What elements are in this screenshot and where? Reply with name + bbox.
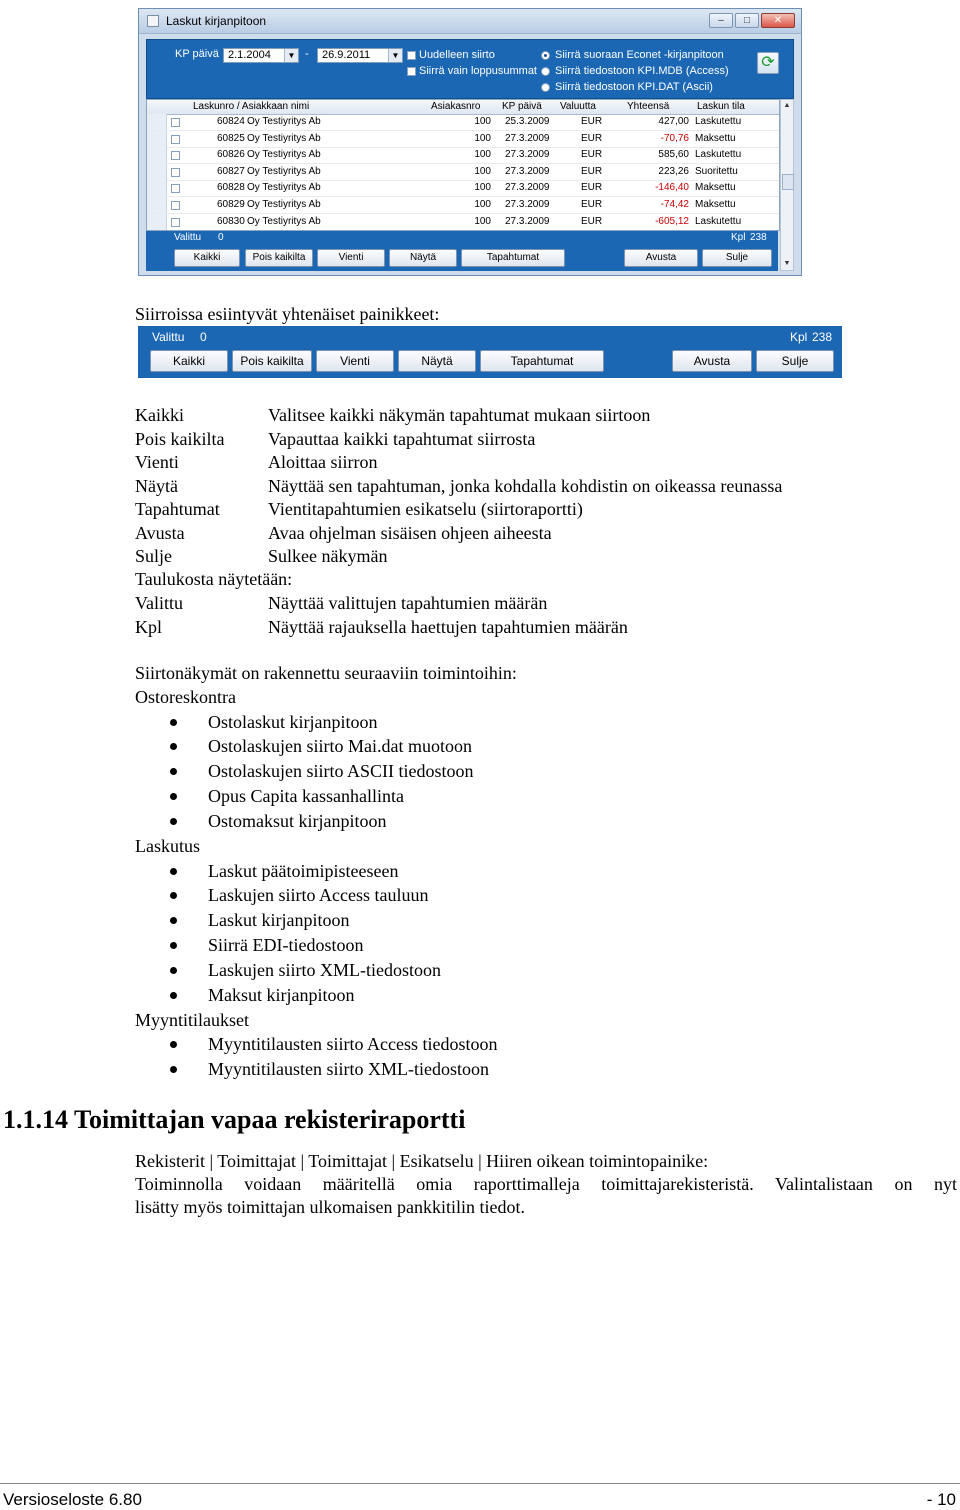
cell-nimi: Oy Testiyritys Ab bbox=[247, 116, 321, 127]
footer-version: Versioseloste 6.80 bbox=[3, 1490, 142, 1509]
cell-yhteensa: 223,26 bbox=[658, 165, 689, 177]
list-item: Myyntitilausten siirto XML-tiedostoon bbox=[208, 1059, 489, 1080]
column-header[interactable]: Asiakasnro bbox=[431, 101, 481, 112]
column-header[interactable]: Laskun tila bbox=[697, 101, 745, 112]
date-from-combo[interactable] bbox=[223, 48, 299, 63]
nayta-button[interactable]: Näytä bbox=[398, 350, 476, 372]
table-header bbox=[147, 100, 779, 115]
sulje-button[interactable]: Sulje bbox=[702, 249, 772, 267]
cell-valuutta: EUR bbox=[581, 132, 603, 144]
list-item: Myyntitilausten siirto Access tiedostoon bbox=[208, 1034, 498, 1055]
cell-valuutta: EUR bbox=[581, 165, 603, 177]
cell-nro: 60825 bbox=[217, 132, 245, 144]
econet-radio[interactable] bbox=[541, 51, 550, 60]
definition-term: Vienti bbox=[135, 452, 179, 472]
vertical-scrollbar[interactable] bbox=[780, 99, 794, 271]
list-item: Ostolaskut kirjanpitoon bbox=[208, 711, 378, 732]
bullet-icon bbox=[170, 868, 177, 875]
cell-asiakasnro: 100 bbox=[474, 132, 491, 144]
date-to-combo[interactable] bbox=[317, 48, 403, 63]
row-selector[interactable] bbox=[147, 114, 167, 130]
uudelleen-checkbox[interactable] bbox=[407, 51, 416, 60]
row-selector[interactable] bbox=[147, 164, 167, 180]
cell-yhteensa: -74,42 bbox=[660, 199, 689, 210]
cell-asiakasnro: 100 bbox=[474, 182, 491, 194]
column-header[interactable]: Yhteensä bbox=[627, 101, 670, 112]
cell-asiakasnro: 100 bbox=[474, 199, 491, 210]
scroll-thumb[interactable] bbox=[782, 174, 794, 190]
definition-description: Vientitapahtumien esikatselu (siirtoraportti) bbox=[268, 499, 583, 519]
bullet-icon bbox=[170, 768, 177, 775]
invoice-table bbox=[146, 99, 780, 231]
cell-nro: 60827 bbox=[217, 165, 245, 177]
definition-description: Vapauttaa kaikki tapahtumat siirrosta bbox=[268, 428, 536, 449]
footer-page-number: - 10 bbox=[926, 1490, 956, 1509]
footer-divider bbox=[0, 1483, 960, 1484]
siirtonakymat-text: Siirtonäkymät on rakennettu seuraaviin toimintoihin: bbox=[135, 663, 517, 683]
cell-paiva: 27.3.2009 bbox=[505, 199, 550, 210]
close-icon[interactable]: ✕ bbox=[761, 13, 795, 28]
table-row[interactable] bbox=[147, 180, 779, 197]
cell-nimi: Oy Testiyritys Ab bbox=[247, 199, 321, 210]
kpl-value: 238 bbox=[750, 232, 767, 243]
cell-nro: 60829 bbox=[217, 199, 245, 210]
row-checkbox[interactable] bbox=[171, 184, 180, 193]
cell-paiva: 27.3.2009 bbox=[505, 132, 550, 144]
table-row[interactable] bbox=[147, 164, 779, 181]
cell-yhteensa: 585,60 bbox=[658, 149, 689, 161]
pois-kaikilta-button[interactable]: Pois kaikilta bbox=[245, 249, 313, 267]
cell-paiva: 27.3.2009 bbox=[505, 165, 550, 177]
definition-description: Näyttää rajauksella haettujen tapahtumien määrän bbox=[268, 616, 628, 637]
app-icon bbox=[147, 15, 159, 27]
refresh-icon[interactable]: ⟳ bbox=[757, 52, 779, 74]
window-title: Laskut kirjanpitoon bbox=[166, 14, 267, 28]
bullet-icon bbox=[170, 1066, 177, 1073]
cell-tila: Laskutettu bbox=[695, 149, 742, 161]
row-selector[interactable] bbox=[147, 131, 167, 147]
cell-asiakasnro: 100 bbox=[474, 165, 491, 177]
avusta-button[interactable]: Avusta bbox=[672, 350, 752, 372]
column-header[interactable]: Valuutta bbox=[560, 101, 596, 112]
scroll-up-icon[interactable]: ▲ bbox=[783, 102, 791, 109]
status-bar bbox=[146, 231, 778, 245]
tapahtumat-button[interactable]: Tapahtumat bbox=[461, 249, 565, 267]
cell-paiva: 25.3.2009 bbox=[505, 116, 550, 127]
row-checkbox[interactable] bbox=[171, 151, 180, 160]
group-title: Myyntitilaukset bbox=[135, 1009, 249, 1030]
scroll-down-icon[interactable]: ▼ bbox=[783, 260, 791, 267]
list-item: Ostolaskujen siirto ASCII tiedostoon bbox=[208, 761, 474, 782]
group-title: Laskutus bbox=[135, 836, 200, 856]
cell-tila: Maksettu bbox=[695, 182, 736, 194]
section-heading: 1.1.14 Toimittajan vapaa rekisteriraportti bbox=[3, 1105, 466, 1134]
kpl-label: Kpl bbox=[790, 330, 808, 344]
uudelleen-label: Uudelleen siirto bbox=[419, 49, 495, 61]
econet-radio-label: Siirrä suoraan Econet -kirjanpitoon bbox=[555, 49, 724, 61]
cell-nimi: Oy Testiyritys Ab bbox=[247, 182, 321, 194]
date-to-value: 26.9.2011 bbox=[322, 49, 371, 61]
list-item: Laskujen siirto XML-tiedostoon bbox=[208, 960, 441, 981]
bullet-icon bbox=[170, 942, 177, 949]
cell-nimi: Oy Testiyritys Ab bbox=[247, 132, 321, 144]
row-checkbox[interactable] bbox=[171, 118, 180, 127]
bullet-icon bbox=[170, 892, 177, 899]
list-item: Maksut kirjanpitoon bbox=[208, 985, 355, 1005]
list-item: Laskut kirjanpitoon bbox=[208, 910, 350, 931]
bullet-icon bbox=[170, 793, 177, 800]
cell-nro: 60824 bbox=[217, 116, 245, 127]
cell-paiva: 27.3.2009 bbox=[505, 182, 550, 194]
definition-description: Sulkee näkymän bbox=[268, 546, 388, 566]
cell-tila: Laskutettu bbox=[695, 116, 742, 127]
row-selector[interactable] bbox=[147, 214, 167, 230]
date-from-value: 2.1.2004 bbox=[228, 49, 271, 61]
cell-asiakasnro: 100 bbox=[474, 116, 491, 127]
cell-yhteensa: 427,00 bbox=[658, 116, 689, 127]
row-checkbox[interactable] bbox=[171, 168, 180, 177]
kpl-value: 238 bbox=[812, 330, 833, 344]
cell-yhteensa: -70,76 bbox=[660, 132, 689, 144]
row-checkbox[interactable] bbox=[171, 135, 180, 144]
definition-description: Näyttää valittujen tapahtumien määrän bbox=[268, 593, 548, 613]
avusta-button[interactable]: Avusta bbox=[624, 249, 698, 267]
cell-tila: Laskutettu bbox=[695, 215, 742, 227]
window-titlebar bbox=[139, 9, 801, 34]
vienti-button[interactable]: Vienti bbox=[316, 350, 394, 372]
taulukosta-heading: Taulukosta näytetään: bbox=[135, 569, 293, 589]
cell-tila: Maksettu bbox=[695, 132, 736, 144]
cell-tila: Suoritettu bbox=[695, 165, 738, 177]
cell-nimi: Oy Testiyritys Ab bbox=[247, 165, 321, 177]
column-header[interactable]: Laskunro / Asiakkaan nimi bbox=[193, 101, 310, 112]
dat-radio-label: Siirrä tiedostoon KPI.DAT (Ascii) bbox=[555, 81, 713, 93]
list-item: Opus Capita kassanhallinta bbox=[208, 786, 404, 807]
cell-nimi: Oy Testiyritys Ab bbox=[247, 215, 321, 227]
section-paragraph-line2: lisätty myös toimittajan ulkomaisen pankkitilin tiedot. bbox=[135, 1197, 525, 1217]
cell-yhteensa: -146,40 bbox=[655, 182, 689, 194]
section-paragraph-line1: Toiminnolla voidaan määritellä omia raporttimalleja toimittajarekisteristä. Valintalistaan on nyt bbox=[135, 1174, 957, 1194]
cell-asiakasnro: 100 bbox=[474, 149, 491, 161]
button-bar bbox=[146, 245, 778, 271]
list-item: Laskujen siirto Access tauluun bbox=[208, 885, 429, 906]
pois-kaikilta-button[interactable]: Pois kaikilta bbox=[232, 350, 312, 372]
valittu-label: Valittu bbox=[152, 330, 185, 344]
loppusummat-checkbox[interactable] bbox=[407, 67, 416, 76]
chevron-down-icon[interactable]: ▼ bbox=[388, 49, 402, 62]
kaikki-button[interactable]: Kaikki bbox=[174, 249, 240, 267]
cell-yhteensa: -605,12 bbox=[655, 215, 689, 227]
bullet-icon bbox=[170, 992, 177, 999]
sulje-button[interactable]: Sulje bbox=[756, 350, 834, 372]
cell-nro: 60826 bbox=[217, 149, 245, 161]
definition-term: Kaikki bbox=[135, 405, 184, 425]
definition-term: Avusta bbox=[135, 522, 185, 543]
kaikki-button[interactable]: Kaikki bbox=[150, 350, 228, 372]
cell-nimi: Oy Testiyritys Ab bbox=[247, 149, 321, 161]
table-row[interactable] bbox=[147, 214, 779, 231]
cell-asiakasnro: 100 bbox=[474, 215, 491, 227]
cell-valuutta: EUR bbox=[581, 199, 603, 210]
intro-text: Siirroissa esiintyvät yhtenäiset painikkeet: bbox=[135, 304, 440, 324]
app-window-screenshot bbox=[138, 8, 802, 276]
bullet-icon bbox=[170, 917, 177, 924]
column-header[interactable]: KP päivä bbox=[502, 101, 542, 112]
valittu-value: 0 bbox=[218, 232, 224, 243]
minimize-icon[interactable]: – bbox=[709, 13, 733, 28]
table-row[interactable] bbox=[147, 147, 779, 164]
cell-nro: 60828 bbox=[217, 182, 245, 194]
list-item: Laskut päätoimipisteeseen bbox=[208, 860, 399, 881]
definition-description: Aloittaa siirron bbox=[268, 452, 378, 472]
tapahtumat-button[interactable]: Tapahtumat bbox=[480, 350, 604, 372]
definition-term: Näytä bbox=[135, 475, 178, 496]
cell-paiva: 27.3.2009 bbox=[505, 149, 550, 161]
bullet-icon bbox=[170, 1041, 177, 1048]
nayta-button[interactable]: Näytä bbox=[389, 249, 457, 267]
cell-paiva: 27.3.2009 bbox=[505, 215, 550, 227]
valittu-label: Valittu bbox=[174, 232, 202, 243]
cell-tila: Maksettu bbox=[695, 199, 736, 210]
dat-radio[interactable] bbox=[541, 83, 550, 92]
cell-valuutta: EUR bbox=[581, 116, 603, 127]
valittu-value: 0 bbox=[200, 330, 207, 344]
row-checkbox[interactable] bbox=[171, 218, 180, 227]
table-row[interactable] bbox=[147, 197, 779, 214]
list-item: Ostomaksut kirjanpitoon bbox=[208, 811, 387, 832]
group-title: Ostoreskontra bbox=[135, 687, 236, 707]
definition-description: Avaa ohjelman sisäisen ohjeen aiheesta bbox=[268, 522, 552, 543]
list-item: Ostolaskujen siirto Mai.dat muotoon bbox=[208, 736, 472, 757]
definition-term: Tapahtumat bbox=[135, 499, 220, 519]
bullet-icon bbox=[170, 719, 177, 726]
row-selector[interactable] bbox=[147, 180, 167, 196]
date-separator: - bbox=[305, 48, 309, 60]
definition-description: Valitsee kaikki näkymän tapahtumat mukaan siirtoon bbox=[268, 405, 651, 425]
definition-term: Kpl bbox=[135, 616, 162, 637]
table-row[interactable] bbox=[147, 114, 779, 131]
maximize-icon[interactable]: □ bbox=[735, 13, 759, 28]
mdb-radio[interactable] bbox=[541, 67, 550, 76]
definition-description: Näyttää sen tapahtuman, jonka kohdalla kohdistin on oikeassa reunassa bbox=[268, 475, 783, 496]
loppusummat-label: Siirrä vain loppusummat bbox=[419, 65, 537, 77]
row-selector[interactable] bbox=[147, 197, 167, 213]
mdb-radio-label: Siirrä tiedostoon KPI.MDB (Access) bbox=[555, 65, 729, 77]
cell-nro: 60830 bbox=[217, 215, 245, 227]
definition-term: Pois kaikilta bbox=[135, 428, 225, 449]
row-selector[interactable] bbox=[147, 147, 167, 163]
cell-valuutta: EUR bbox=[581, 215, 603, 227]
list-item: Siirrä EDI-tiedostoon bbox=[208, 935, 364, 956]
bullet-icon bbox=[170, 818, 177, 825]
cell-valuutta: EUR bbox=[581, 182, 603, 194]
row-checkbox[interactable] bbox=[171, 201, 180, 210]
chevron-down-icon[interactable]: ▼ bbox=[284, 49, 298, 62]
bullet-icon bbox=[170, 743, 177, 750]
kpl-label: Kpl bbox=[731, 232, 746, 243]
table-row[interactable] bbox=[147, 131, 779, 148]
filter-panel bbox=[146, 39, 794, 99]
vienti-button[interactable]: Vienti bbox=[317, 249, 385, 267]
definition-term: Sulje bbox=[135, 546, 173, 566]
kp-paiva-label: KP päivä bbox=[175, 48, 219, 60]
definition-term: Valittu bbox=[135, 593, 183, 613]
menu-path: Rekisterit | Toimittajat | Toimittajat | Esikatselu | Hiiren oikean toimintopainike: bbox=[135, 1151, 709, 1171]
cell-valuutta: EUR bbox=[581, 149, 603, 161]
bullet-icon bbox=[170, 967, 177, 974]
button-strip-screenshot bbox=[138, 326, 842, 378]
